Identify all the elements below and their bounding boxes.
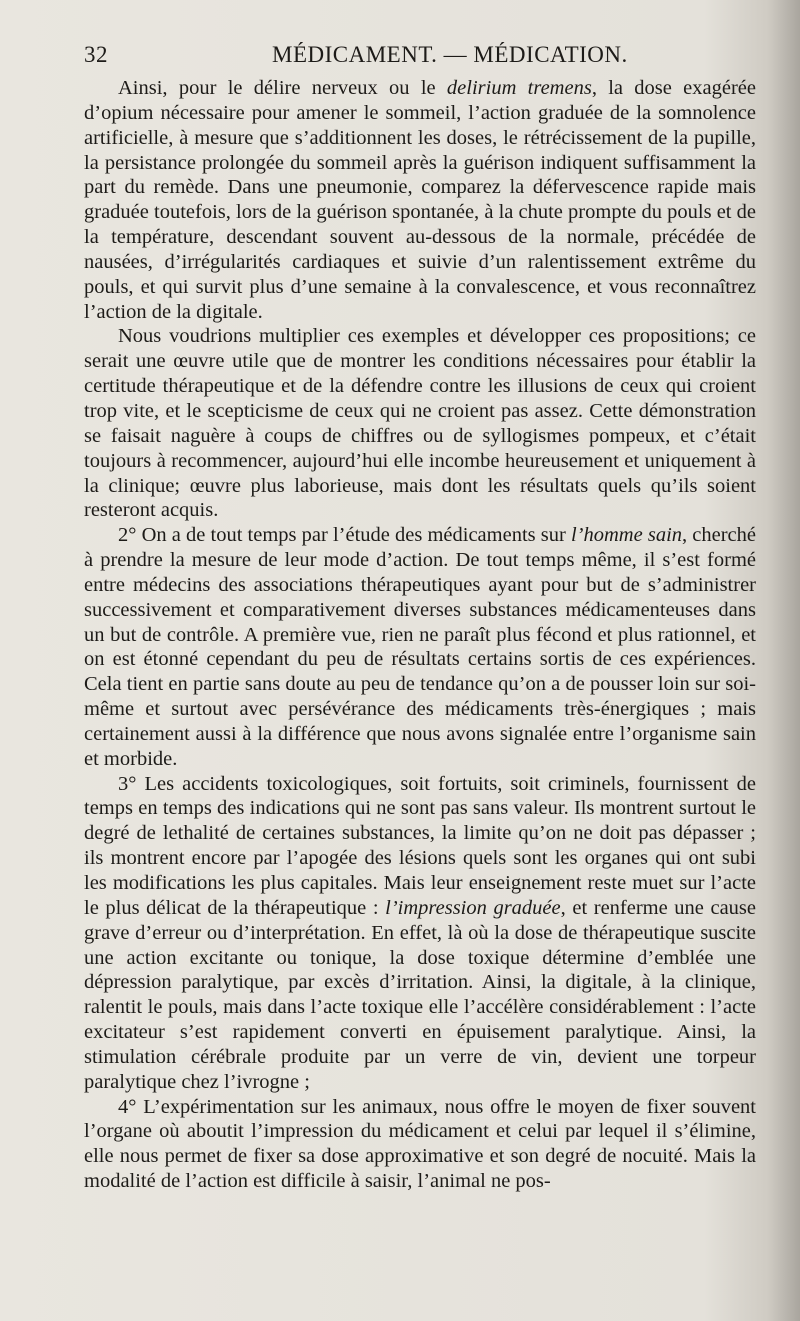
text-segment: 2° On a de tout temps par l’étude des médicaments sur	[118, 524, 571, 547]
text-segment: , la dose exagérée d’opium nécessaire pour amener le sommeil, l’action graduée de la somnolence artificielle, à mesure que s’additionnent les doses, le rétrécissement de la pupille, la persistance prolongée du sommeil après la guérison indiquent suffisamment la part du remède. Dans une pneumonie, comparez la défervescence rapide mais graduée toutefois, lors de la guérison spontanée, à la chute prompte du pouls et de la température, descendant souvent au-dessous de la normale, précédée de nausées, d’irrégularités cardiaques et suivie d’un ralentissement extrême du pouls, et qui survit plus d’une semaine à la convalescence, et vous reconnaîtrez l’action de la digitale.	[84, 77, 756, 323]
italic-term: delirium tremens	[446, 77, 592, 99]
paragraph-healthy-man-study	[84, 523, 756, 771]
paragraph-toxicological-accidents	[84, 772, 756, 1095]
running-head: MÉDICAMENT. — MÉDICATION.	[272, 42, 628, 67]
body-text	[84, 76, 756, 1194]
page-header	[84, 36, 752, 70]
paragraph-delirium-example	[84, 76, 756, 324]
page-number: 32	[84, 42, 108, 67]
text-segment: 4° L’expérimentation sur les animaux, nous offre le moyen de fixer souvent l’organe où aboutit l’impression du médicament et celui par lequel il s’élimine, elle nous permet de fixer sa dose approximative et son degré de nocuité. Mais la modalité de l’action est difficile à saisir, l’animal ne pos-	[84, 1095, 756, 1193]
text-segment: , cherché à prendre la mesure de leur mode d’action. De tout temps même, il s’est formé entre médecins des associations thérapeutiques ayant pour but de s’administrer successivement et comparativement diverses substances médicamenteuses dans un but de contrôle. A première vue, rien ne paraît plus fécond et plus rationnel, et on est étonné cependant du peu de résultats certains sortis de ces expériences. Cela tient en partie sans doute au peu de tendance qu’on a de pousser loin sur soi-même et surtout avec persévérance des médicaments très-énergiques ; mais certainement aussi à la différence que nous avons signalée entre l’organisme sain et morbide.	[84, 524, 757, 770]
text-segment: Ainsi, pour le délire nerveux ou le	[118, 77, 447, 99]
text-segment: Nous voudrions multiplier ces exemples et développer ces propositions; ce serait une œuvre utile que de montrer les conditions nécessaires pour établir la certitude thérapeutique et de la défendre contre les illusions de ceux qui croient trop vite, et le scepticisme de ceux qui ne croient pas assez. Cette démonstration se faisait naguère à coups de chiffres ou de syllogismes pompeux, et c’était toujours à recommencer, aujourd’hui elle incombe heureusement et uniquement à la clinique; œuvre plus laborieuse, mais dont les résultats quels qu’ils soient resteront acquis.	[84, 325, 756, 522]
paragraph-animal-experimentation	[84, 1095, 756, 1194]
italic-term: l’impression graduée	[385, 896, 561, 919]
text-segment: , et renferme une cause grave d’erreur ou d’interprétation. En effet, là où la dose de thérapeutique suscite une action excitante ou tonique, la dose toxique détermine d’emblée une dépression paralytique, par excès d’irritation. Ainsi, la digitale, à la clinique, ralentit le pouls, mais dans l’acte toxique elle l’accélère considérablement : l’acte excitateur s’est rapidement converti en épuisement paralytique. Ainsi, la stimulation cérébrale produite par un verre de vin, devient une torpeur paralytique chez l’ivrogne ;	[84, 896, 757, 1093]
italic-term: l’homme sain	[570, 524, 683, 547]
paragraph-therapeutic-certainty	[84, 324, 756, 523]
text-segment: 3° Les accidents toxicologiques, soit fortuits, soit criminels, fournissent de temps en temps des indications qui ne sont pas sans valeur. Ils montrent surtout le degré de lethalité de certaines substances, la limite qu’on ne doit pas dépasser ; ils montrent encore par l’apogée des lésions quels sont les organes qui ont subi les modifications les plus capitales. Mais leur enseignement reste muet sur l’acte le plus délicat de la thérapeutique :	[84, 772, 756, 919]
